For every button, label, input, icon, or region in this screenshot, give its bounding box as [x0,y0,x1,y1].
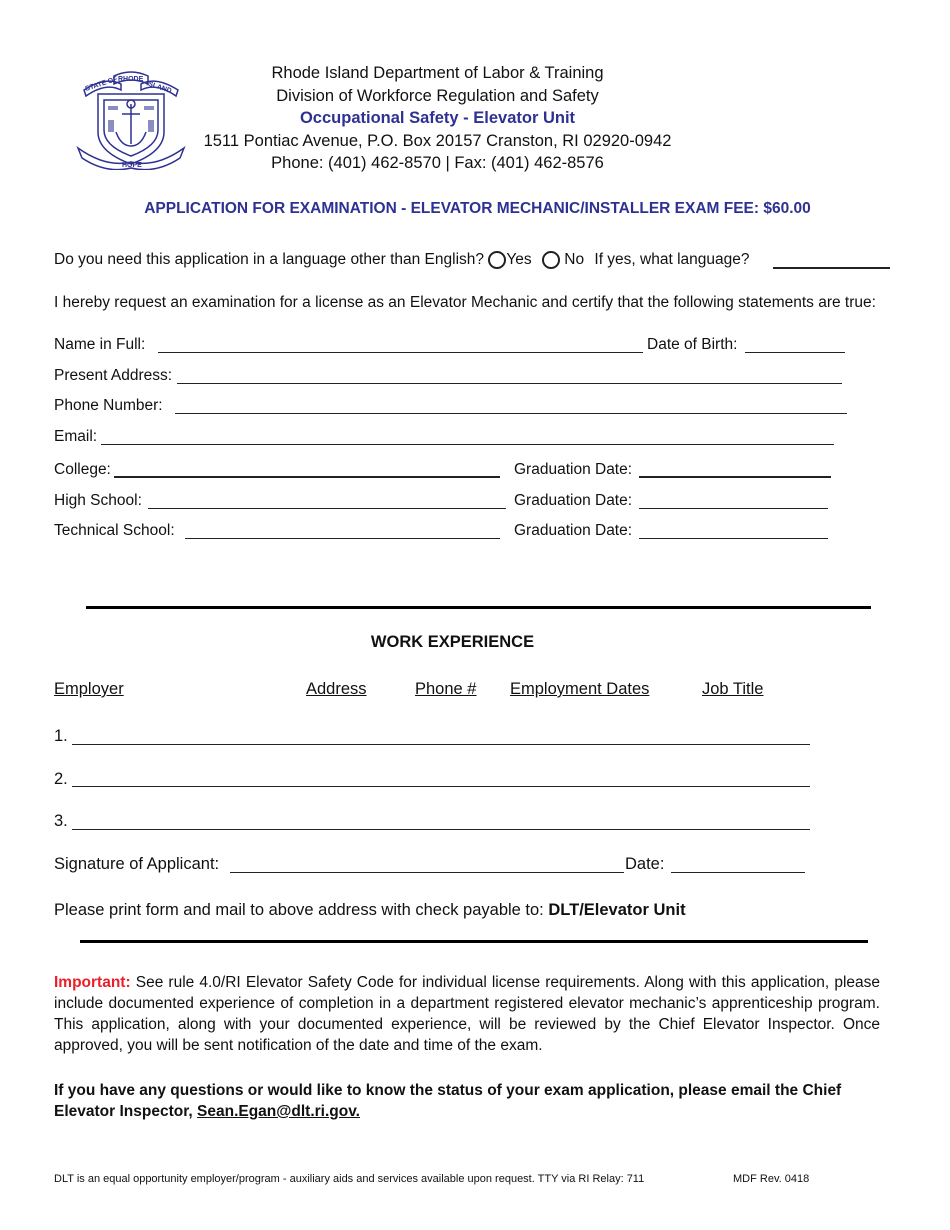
state-seal-logo [76,70,186,170]
name-field[interactable] [158,352,643,353]
language-question-row [54,251,750,269]
mail-instructions [54,901,686,920]
mailing-address: 1511 Pontiac Avenue, P.O. Box 20157 Cranston, RI 02920-0942 [203,131,672,150]
no-label: No [564,251,585,268]
important-label: Important: [54,974,131,991]
college-field[interactable] [114,476,500,478]
phone-column-header: Phone # [415,680,477,698]
email-field[interactable] [101,444,834,445]
section-divider [86,606,871,609]
high-school-label: High School: [54,492,142,509]
signature-date-label: Date: [625,855,665,873]
phone-fax: Phone: (401) 462-8570 | Fax: (401) 462-8576 [271,154,604,172]
name-label: Name in Full: [54,336,146,353]
work-row-field[interactable] [72,786,810,787]
address-field[interactable] [177,383,842,384]
address-column-header: Address [306,680,367,698]
section-divider [80,940,868,943]
phone-label: Phone Number: [54,397,163,414]
mail-text: Please print form and mail to above address with check payable to: [54,901,544,919]
work-row-field[interactable] [72,744,810,745]
work-row-field[interactable] [72,829,810,830]
department-name: Rhode Island Department of Labor & Training [271,64,604,82]
important-text: See rule 4.0/RI Elevator Safety Code for individual license requirements. Along with this application, please include documented experience of completion in a department registered elevator mechanic’s apprenticeship program. This application, along with your documented experience, will be reviewed by the Chief Elevator Inspector. Once approved, you will be sent notification of the date and time of the exam. [54,974,881,1054]
work-row-number: 1. [54,727,68,745]
language-field[interactable] [773,267,890,269]
work-row-number: 2. [54,770,68,788]
employment-dates-column-header: Employment Dates [510,680,650,698]
technical-school-label: Technical School: [54,522,175,539]
letterhead [180,62,695,175]
job-title-column-header: Job Title [702,680,764,698]
svg-text:RHODE: RHODE [118,76,144,83]
footer-notice: DLT is an equal opportunity employer/program - auxiliary aids and services available upon request. TTY via RI Relay: 711 [54,1173,645,1185]
revision-code: MDF Rev. 0418 [733,1173,810,1185]
language-question: Do you need this application in a language other than English? [54,251,485,268]
work-row-number: 3. [54,812,68,830]
technical-school-field[interactable] [185,538,500,539]
high-school-field[interactable] [148,508,506,509]
no-radio[interactable] [542,251,560,269]
high-school-graduation-field[interactable] [639,508,828,509]
svg-text:ISLAND: ISLAND [145,80,173,95]
questions-notice [54,1080,894,1122]
certification-statement: I hereby request an examination for a license as an Elevator Mechanic and certify that the following statements are true: [54,294,876,311]
signature-date-field[interactable] [671,872,805,873]
signature-label: Signature of Applicant: [54,855,220,873]
yes-radio[interactable] [488,251,506,269]
college-graduation-label: Graduation Date: [514,461,633,478]
application-title: APPLICATION FOR EXAMINATION - ELEVATOR MECHANIC/INSTALLER EXAM FEE: $60.00 [144,200,811,217]
mail-payee: DLT/Elevator Unit [548,901,686,919]
high-school-graduation-label: Graduation Date: [514,492,633,509]
division-name: Division of Workforce Regulation and Safety [276,86,599,105]
svg-text:HOPE: HOPE [122,162,142,169]
employer-column-header: Employer [54,680,124,698]
technical-graduation-field[interactable] [639,538,828,539]
work-experience-heading: WORK EXPERIENCE [370,633,535,651]
college-graduation-field[interactable] [639,476,831,478]
yes-label: Yes [506,251,532,268]
signature-field[interactable] [230,872,624,873]
address-label: Present Address: [54,367,173,384]
inspector-email-link[interactable]: Sean.Egan@dlt.ri.gov. [197,1103,360,1120]
email-label: Email: [54,428,98,445]
unit-name: Occupational Safety - Elevator Unit [299,109,576,127]
technical-graduation-label: Graduation Date: [514,522,633,539]
questions-text: If you have any questions or would like to know the status of your exam application, please email the Chief Elevator Inspector, [54,1082,842,1120]
svg-text:STATE OF: STATE OF [84,75,119,93]
important-notice [54,972,880,1056]
dob-label: Date of Birth: [647,336,738,353]
phone-field[interactable] [175,413,847,414]
language-followup: If yes, what language? [594,251,750,268]
college-label: College: [54,461,111,478]
dob-field[interactable] [745,352,845,353]
